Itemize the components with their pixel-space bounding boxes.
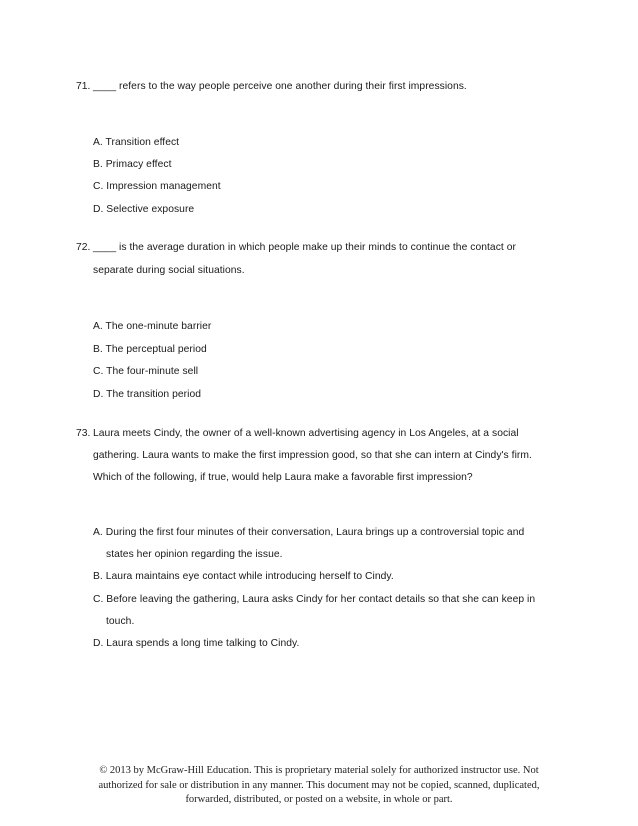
option-c: C. Impression management [93, 181, 221, 192]
option-c-line-2: touch. [106, 616, 135, 627]
question-number: 71. [76, 81, 91, 92]
question-number: 72. [76, 242, 91, 253]
footer-line-3: forwarded, distributed, or posted on a website, in whole or part. [185, 794, 453, 805]
question-stem: ____ refers to the way people perceive one another during their first impressions. [93, 81, 467, 92]
option-b: B. The perceptual period [93, 344, 207, 355]
option-d: D. The transition period [93, 389, 202, 400]
question-stem-line-1: ____ is the average duration in which people make up their minds to continue the contact or [93, 242, 516, 253]
option-d: D. Laura spends a long time talking to Cindy. [93, 638, 300, 649]
question-stem-line-2: gathering. Laura wants to make the first impression good, so that she can intern at Cindy's firm. [93, 450, 532, 461]
question-stem-line-2: separate during social situations. [93, 265, 245, 276]
question-number: 73. [76, 428, 91, 439]
option-c: C. The four-minute sell [93, 366, 199, 377]
option-b: B. Laura maintains eye contact while introducing herself to Cindy. [93, 571, 394, 582]
option-b: B. Primacy effect [93, 159, 172, 170]
option-a-line-2: states her opinion regarding the issue. [106, 549, 283, 560]
option-c-line-1: C. Before leaving the gathering, Laura asks Cindy for her contact details so that she can keep in [93, 594, 536, 605]
option-a-line-1: A. During the first four minutes of their conversation, Laura brings up a controversial topic and [93, 527, 525, 538]
footer-line-2: authorized for sale or distribution in any manner. This document may not be copied, scanned, duplicated, [98, 779, 540, 791]
copyright-footer [80, 764, 558, 808]
option-d: D. Selective exposure [93, 204, 195, 215]
option-a: A. Transition effect [93, 137, 180, 148]
footer-line-1: © 2013 by McGraw-Hill Education. This is proprietary material solely for authorized instructor use. Not [99, 765, 539, 776]
question-stem-line-3: Which of the following, if true, would help Laura make a favorable first impression? [93, 472, 473, 483]
option-a: A. The one-minute barrier [93, 321, 212, 332]
question-stem-line-1: Laura meets Cindy, the owner of a well-known advertising agency in Los Angeles, at a social [93, 428, 519, 439]
